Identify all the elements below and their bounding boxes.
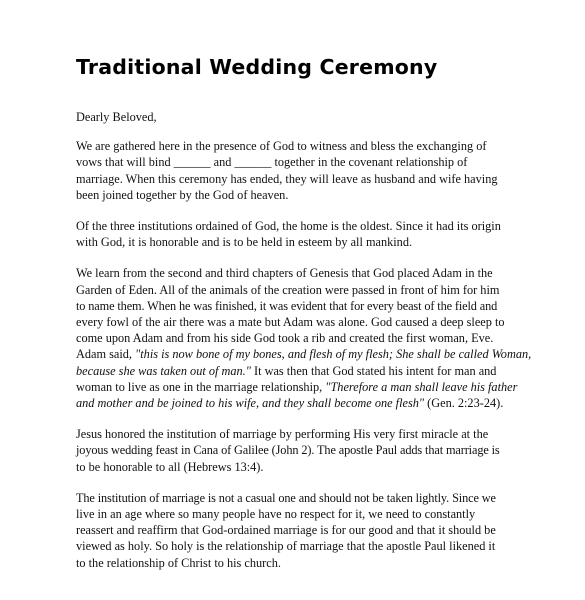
paragraph-2	[76, 218, 516, 250]
paragraph-line	[76, 379, 516, 395]
document-title: Traditional Wedding Ceremony	[76, 55, 438, 79]
paragraph-line: to the relationship of Christ to his church.	[76, 555, 281, 570]
paragraph-line: viewed as holy. So holy is the relationship of marriage that the apostle Paul likened it	[76, 539, 496, 554]
paragraph-line: reassert and reaffirm that God-ordained marriage is for our good and that it should be	[76, 523, 496, 538]
paragraph-line: Jesus honored the institution of marriage by performing His very first miracle at the	[76, 427, 489, 442]
paragraph-line: Of the three institutions ordained of God, the home is the oldest. Since it had its origin	[76, 219, 501, 234]
paragraph-line: The institution of marriage is not a casual one and should not be taken lightly. Since we	[76, 490, 496, 505]
paragraph-line: to name them. When he was finished, it was evident that for every beast of the field and	[76, 298, 498, 313]
paragraph-line	[76, 363, 516, 379]
text-run: Adam said,	[76, 347, 136, 362]
scripture-quote: "this is now bone of my bones, and flesh of my flesh; She shall be called Woman,	[135, 347, 532, 362]
scripture-quote: because she was taken out of man."	[76, 363, 251, 378]
paragraph-line: with God, it is honorable and is to be held in esteem by all mankind.	[76, 235, 413, 250]
paragraph-line: live in an age where so many people have no respect for it, we need to constantly	[76, 507, 476, 522]
paragraph-line: Garden of Eden. All of the animals of the creation were passed in front of him for him	[76, 282, 500, 297]
scripture-quote: "Therefore a man shall leave his father	[325, 379, 518, 394]
paragraph-4	[76, 426, 516, 475]
paragraph-1	[76, 138, 516, 203]
paragraph-line: vows that will bind ______ and ______ together in the covenant relationship of	[76, 155, 468, 170]
paragraph-line: to be honorable to all (Hebrews 13:4).	[76, 459, 264, 474]
paragraph-line: We are gathered here in the presence of God to witness and bless the exchanging of	[76, 139, 487, 154]
text-run: woman to live as one in the marriage relationship,	[76, 379, 326, 394]
scripture-quote: and mother and be joined to his wife, and they shall become one flesh"	[76, 396, 425, 411]
salutation: Dearly Beloved,	[76, 110, 157, 124]
paragraph-line: We learn from the second and third chapters of Genesis that God placed Adam in the	[76, 266, 493, 281]
paragraph-line: come upon Adam and from his side God took a rib and created the first woman, Eve.	[76, 331, 494, 346]
text-run: (Gen. 2:23-24).	[424, 396, 504, 411]
paragraph-line	[76, 395, 516, 411]
paragraph-line: joyous wedding feast in Cana of Galilee (John 2). The apostle Paul adds that marriage is	[76, 443, 500, 458]
text-run: It was then that God stated his intent for man and	[250, 363, 497, 378]
paragraph-5	[76, 490, 516, 571]
paragraph-3	[76, 265, 532, 411]
paragraph-line	[76, 346, 532, 362]
document-body	[76, 109, 532, 586]
paragraph-line: been joined together by the God of heaven.	[76, 187, 289, 202]
paragraph-line: every fowl of the air there was a mate but Adam was alone. God caused a deep sleep to	[76, 315, 505, 330]
paragraph-line: marriage. When this ceremony has ended, they will leave as husband and wife having	[76, 171, 498, 186]
